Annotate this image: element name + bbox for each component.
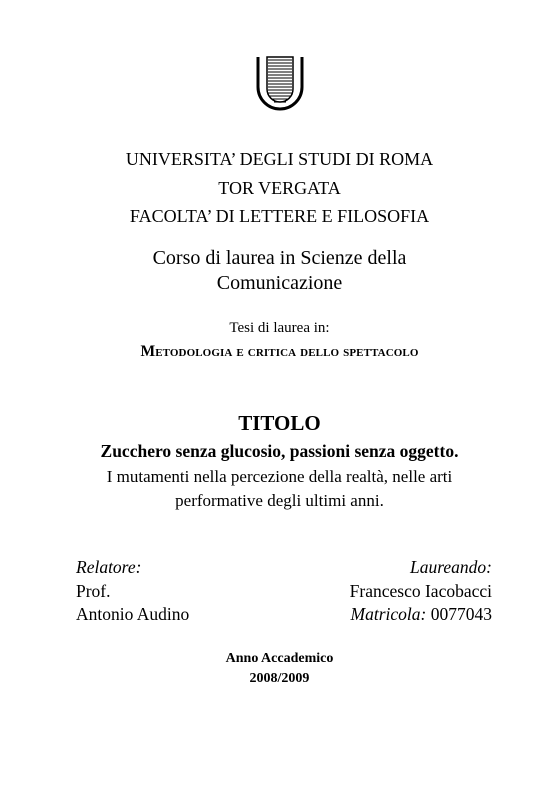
laureando-label: Laureando: (410, 557, 492, 577)
thesis-subject: Metodologia e critica dello spettacolo (140, 343, 419, 360)
university-logo-icon (255, 55, 305, 115)
university-location: TOR VERGATA (218, 178, 341, 198)
university-name: UNIVERSITA’ DEGLI STUDI DI ROMA (125, 149, 434, 169)
course-line-2: Comunicazione (216, 272, 343, 294)
title-subtitle: Zucchero senza glucosio, passioni senza oggetto. (100, 441, 459, 461)
faculty-name: FACOLTA’ DI LETTERE E FILOSOFIA (129, 206, 430, 226)
relatore-name: Antonio Audino (76, 604, 190, 624)
title-description-line-2: performative degli ultimi anni. (175, 491, 384, 510)
academic-year-value: 2008/2009 (249, 671, 310, 686)
relatore-label: Relatore: (76, 557, 142, 577)
matricola-value: 0077043 (430, 604, 492, 624)
thesis-label: Tesi di laurea in: (229, 320, 330, 336)
course-line-1: Corso di laurea in Scienze della (152, 247, 407, 269)
relatore-title: Prof. (76, 581, 111, 601)
academic-year-label: Anno Accademico (225, 651, 334, 666)
matricola-label: Matricola: (350, 604, 427, 624)
title-heading: TITOLO (238, 411, 321, 435)
title-description-line-1: I mutamenti nella percezione della realtà, nelle arti (106, 467, 453, 486)
matricola-line (351, 603, 492, 625)
laureando-name: Francesco Iacobacci (349, 581, 492, 601)
